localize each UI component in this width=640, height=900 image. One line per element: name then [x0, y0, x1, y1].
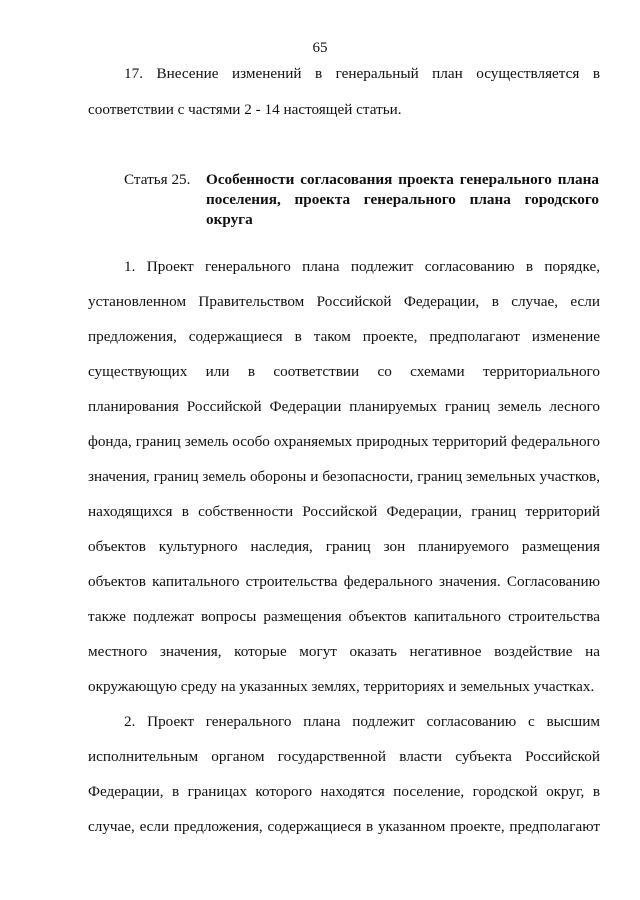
- text-line: соответствии с частями 2 - 14 настоящей статьи.: [88, 101, 402, 118]
- page-number: 65: [312, 40, 328, 56]
- article-title-line: округа: [206, 211, 253, 228]
- text-line: существующих или в соответствии со схемами территориального: [88, 363, 600, 380]
- text-line: 1. Проект генерального плана подлежит согласованию в порядке,: [124, 258, 600, 275]
- text-line: находящихся в собственности Российской Федерации, границ территорий: [88, 503, 600, 520]
- text-line: планирования Российской Федерации планируемых границ земель лесного: [88, 398, 600, 415]
- text-line: значения, границ земель обороны и безопасности, границ земельных участков,: [88, 468, 600, 485]
- text-line: случае, если предложения, содержащиеся в указанном проекте, предполагают: [88, 818, 600, 835]
- article-title-line: поселения, проекта генерального плана городского: [206, 191, 599, 208]
- text-line: Федерации, в границах которого находятся поселение, городской округ, в: [88, 783, 600, 800]
- text-line: 2. Проект генерального плана подлежит согласованию с высшим: [124, 713, 600, 730]
- text-line: установленном Правительством Российской Федерации, в случае, если: [88, 293, 600, 310]
- article-label: Статья 25.: [124, 171, 191, 188]
- text-line: предложения, содержащиеся в таком проекте, предполагают изменение: [88, 328, 600, 345]
- text-line: исполнительным органом государственной власти субъекта Российской: [88, 748, 600, 765]
- text-line: окружающую среду на указанных землях, территориях и земельных участках.: [88, 678, 595, 695]
- text-line: объектов капитального строительства федерального значения. Согласованию: [88, 573, 600, 590]
- text-line: фонда, границ земель особо охраняемых природных территорий федерального: [88, 433, 600, 450]
- text-line: 17. Внесение изменений в генеральный план осуществляется в: [124, 65, 600, 82]
- text-line: объектов культурного наследия, границ зон планируемого размещения: [88, 538, 600, 555]
- text-line: также подлежат вопросы размещения объектов капитального строительства: [88, 608, 600, 625]
- text-line: местного значения, которые могут оказать негативное воздействие на: [88, 643, 600, 660]
- article-title-line: Особенности согласования проекта генерального плана: [206, 171, 599, 188]
